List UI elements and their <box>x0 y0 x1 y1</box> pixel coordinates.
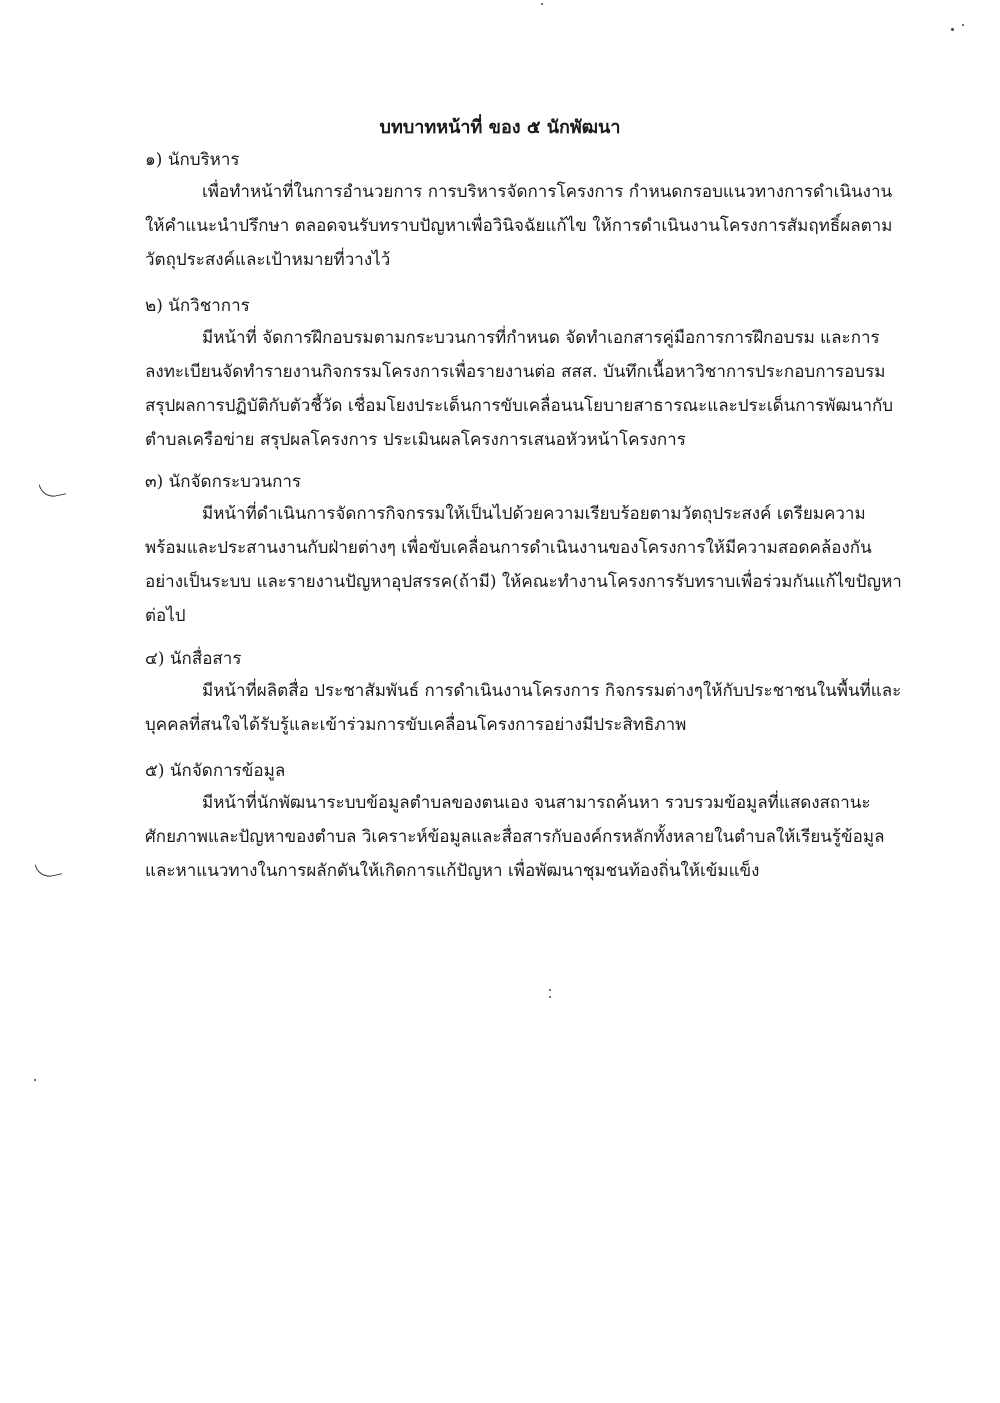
section-heading: ๑) นักบริหาร <box>145 150 240 170</box>
body-line: วัตถุประสงค์และเป้าหมายที่วางไว้ <box>145 250 391 270</box>
scan-speck <box>541 3 543 5</box>
body-line: ลงทะเบียนจัดทำรายงานกิจกรรมโครงการเพื่อรายงานต่อ สสส. บันทึกเนื้อหาวิชาการประกอบการอบรม <box>145 362 886 382</box>
body-line: เพื่อทำหน้าที่ในการอำนวยการ การบริหารจัดการโครงการ กำหนดกรอบแนวทางการดำเนินงาน <box>202 182 893 202</box>
body-line: บุคคลที่สนใจได้รับรู้และเข้าร่วมการขับเคลื่อนโครงการอย่างมีประสิทธิภาพ <box>145 715 687 735</box>
section-body <box>145 786 885 888</box>
body-line: ให้คำแนะนำปรึกษา ตลอดจนรับทราบปัญหาเพื่อวินิจฉัยแก้ไข ให้การดำเนินงานโครงการสัมฤทธิ์ผลตาม <box>145 216 893 236</box>
body-line: พร้อมและประสานงานกับฝ่ายต่างๆ เพื่อขับเคลื่อนการดำเนินงานของโครงการให้มีความสอดคล้องกัน <box>145 538 872 558</box>
section-body <box>145 674 902 742</box>
section-process-organizer <box>145 467 902 633</box>
body-line: มีหน้าที่ จัดการฝึกอบรมตามกระบวนการที่กำหนด จัดทำเอกสารคู่มือการการฝึกอบรม และการ <box>202 328 880 348</box>
section-heading: ๕) นักจัดการข้อมูล <box>145 761 286 781</box>
section-body <box>145 497 902 633</box>
punch-hole-mark <box>35 860 63 880</box>
scan-speck <box>34 1079 36 1081</box>
section-administrator <box>145 145 893 277</box>
body-line: มีหน้าที่นักพัฒนาระบบข้อมูลตำบลของตนเอง จนสามารถค้นหา รวบรวมข้อมูลที่แสดงสถานะ <box>202 793 871 813</box>
body-line: ตำบลเครือข่าย สรุปผลโครงการ ประเมินผลโครงการเสนอหัวหน้าโครงการ <box>145 430 686 450</box>
body-line: และหาแนวทางในการผลักดันให้เกิดการแก้ปัญหา เพื่อพัฒนาชุมชนท้องถิ่นให้เข้มแข็ง <box>145 861 760 881</box>
section-heading: ๔) นักสื่อสาร <box>145 649 242 669</box>
section-communicator <box>145 644 902 742</box>
section-data-manager <box>145 756 885 888</box>
punch-hole-mark <box>39 480 67 500</box>
scan-speck <box>549 996 551 998</box>
section-body <box>145 175 893 277</box>
section-academic <box>145 291 894 457</box>
body-line: มีหน้าที่ดำเนินการจัดการกิจกรรมให้เป็นไปด้วยความเรียบร้อยตามวัตถุประสงค์ เตรียมความ <box>202 504 866 524</box>
scan-speck <box>549 989 551 991</box>
document-title: บทบาทหน้าที่ ของ ๕ นักพัฒนา <box>379 117 621 138</box>
body-line: ต่อไป <box>145 606 186 626</box>
body-line: มีหน้าที่ผลิตสื่อ ประชาสัมพันธ์ การดำเนินงานโครงการ กิจกรรมต่างๆให้กับประชาชนในพื้นที่และ <box>202 681 902 701</box>
scan-speck <box>951 28 954 31</box>
section-heading: ๒) นักวิชาการ <box>145 296 250 316</box>
body-line: อย่างเป็นระบบ และรายงานปัญหาอุปสรรค(ถ้ามี) ให้คณะทำงานโครงการรับทราบเพื่อร่วมกันแก้ไขปัญหา <box>145 572 902 592</box>
body-line: สรุปผลการปฏิบัติกับตัวชี้วัด เชื่อมโยงประเด็นการขับเคลื่อนนโยบายสาธารณะและประเด็นการพัฒนากับ <box>145 396 894 416</box>
scan-speck <box>962 24 964 26</box>
body-line: ศักยภาพและปัญหาของตำบล วิเคราะห์ข้อมูลและสื่อสารกับองค์กรหลักทั้งหลายในตำบลให้เรียนรู้ข้อมูล <box>145 827 885 847</box>
section-heading: ๓) นักจัดกระบวนการ <box>145 472 302 492</box>
section-body <box>145 321 894 457</box>
